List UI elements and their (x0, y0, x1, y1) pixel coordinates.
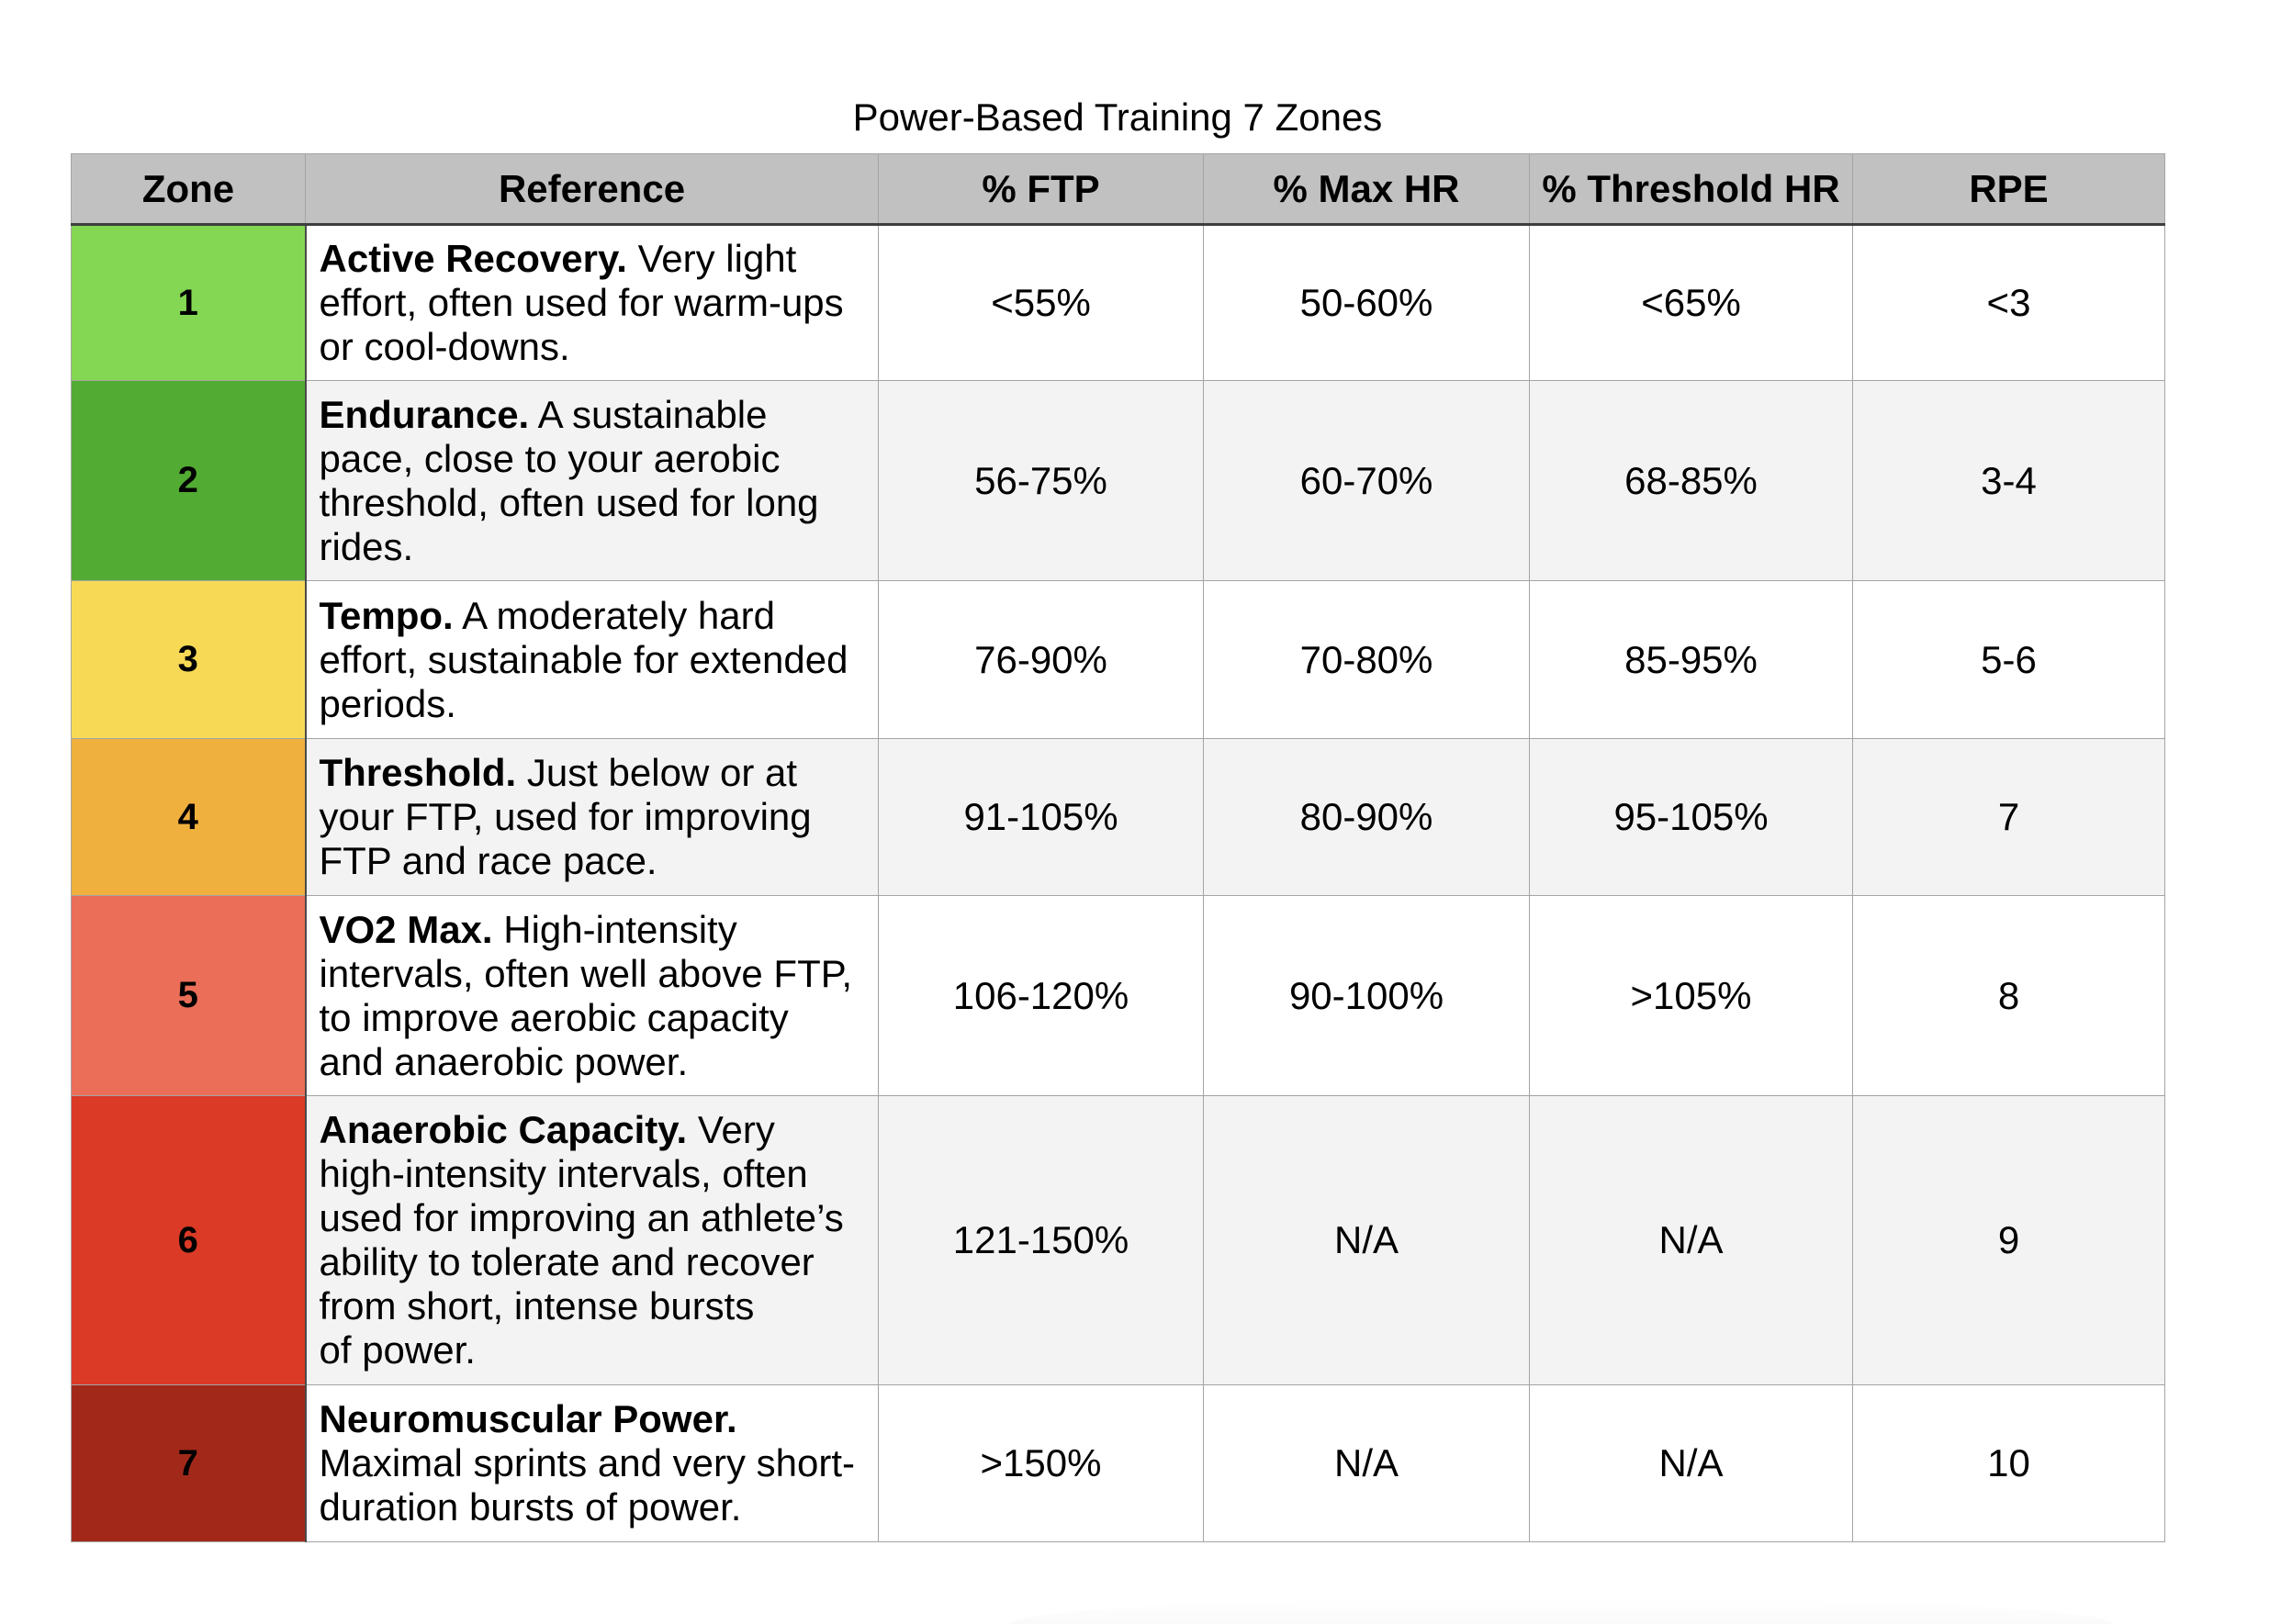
header-reference: Reference (306, 154, 879, 225)
ftp-value: 56-75% (879, 381, 1204, 581)
reference-text: A sustainable (529, 392, 768, 436)
zone-row-3 (72, 581, 2165, 739)
max-hr-value: 90-100% (1204, 896, 1530, 1096)
reference-line: effort, often used for warm-ups (319, 281, 844, 324)
reference-line (320, 393, 873, 437)
threshold-hr-value: >105% (1530, 896, 1853, 1096)
reference-title: Threshold. (319, 751, 517, 794)
ftp-value: 91-105% (879, 739, 1204, 896)
threshold-hr-value: 85-95% (1530, 581, 1853, 739)
rpe-value: 8 (1853, 896, 2165, 1096)
reference-line: and anaerobic power. (319, 1039, 689, 1083)
zone-reference (306, 381, 879, 581)
reference-title: Endurance. (319, 392, 530, 436)
zone-number: 4 (72, 739, 306, 896)
header-threshold-hr: % Threshold HR (1530, 154, 1853, 225)
rpe-value: 3-4 (1853, 381, 2165, 581)
rpe-value: 7 (1853, 739, 2165, 896)
threshold-hr-value: 68-85% (1530, 381, 1853, 581)
zone-number: 6 (72, 1096, 306, 1385)
rpe-value: 5-6 (1853, 581, 2165, 739)
zone-reference (306, 1096, 879, 1385)
ftp-value: >150% (879, 1385, 1204, 1542)
reference-title: VO2 Max. (319, 907, 493, 951)
zone-number: 3 (72, 581, 306, 739)
reference-line (320, 908, 873, 952)
header-zone: Zone (72, 154, 306, 225)
reference-line: FTP and race pace. (319, 839, 657, 882)
page-shadow (1010, 1597, 2112, 1624)
reference-line: Maximal sprints and very short- (319, 1441, 856, 1484)
reference-line: to improve aerobic capacity (319, 995, 789, 1039)
reference-line: or cool-downs. (319, 325, 570, 368)
training-zones-table (71, 153, 2165, 1542)
reference-line (320, 1397, 873, 1441)
max-hr-value: N/A (1204, 1096, 1530, 1385)
max-hr-value: 60-70% (1204, 381, 1530, 581)
reference-line: pace, close to your aerobic (319, 436, 781, 480)
reference-line: duration bursts of power. (319, 1485, 742, 1529)
max-hr-value: 80-90% (1204, 739, 1530, 896)
header-rpe: RPE (1853, 154, 2165, 225)
reference-line (320, 594, 873, 638)
header-row (72, 154, 2165, 225)
zone-reference (306, 581, 879, 739)
zone-row-6 (72, 1096, 2165, 1385)
reference-line: your FTP, used for improving (319, 795, 812, 838)
threshold-hr-value: N/A (1530, 1385, 1853, 1542)
reference-text: Just below or at (516, 751, 797, 794)
reference-line: high-intensity intervals, often (319, 1152, 808, 1195)
zone-reference (306, 896, 879, 1096)
zone-number: 5 (72, 896, 306, 1096)
reference-line: threshold, often used for long (319, 480, 819, 524)
reference-text: A moderately hard (453, 593, 775, 637)
zone-row-1 (72, 225, 2165, 381)
reference-line (320, 1108, 873, 1152)
reference-line (320, 237, 873, 281)
reference-text: Very light (626, 237, 797, 280)
reference-line: periods. (319, 681, 456, 725)
zone-row-2 (72, 381, 2165, 581)
reference-line: intervals, often well above FTP, (319, 951, 853, 995)
reference-title: Tempo. (319, 593, 454, 637)
zone-reference (306, 739, 879, 896)
reference-title: Anaerobic Capacity. (319, 1108, 688, 1151)
reference-line: ability to tolerate and recover (319, 1240, 815, 1283)
zone-row-5 (72, 896, 2165, 1096)
reference-text: Very (687, 1108, 775, 1151)
ftp-value: 106-120% (879, 896, 1204, 1096)
ftp-value: 121-150% (879, 1096, 1204, 1385)
reference-line (320, 751, 873, 795)
reference-line: of power. (319, 1328, 476, 1372)
table-title: Power-Based Training 7 Zones (852, 95, 1383, 139)
zone-reference (306, 1385, 879, 1542)
rpe-value: <3 (1853, 225, 2165, 381)
rpe-value: 9 (1853, 1096, 2165, 1385)
threshold-hr-value: <65% (1530, 225, 1853, 381)
max-hr-value: N/A (1204, 1385, 1530, 1542)
threshold-hr-value: N/A (1530, 1096, 1853, 1385)
reference-title: Active Recovery. (319, 237, 627, 280)
zone-number: 7 (72, 1385, 306, 1542)
reference-line: rides. (319, 524, 414, 568)
max-hr-value: 70-80% (1204, 581, 1530, 739)
max-hr-value: 50-60% (1204, 225, 1530, 381)
threshold-hr-value: 95-105% (1530, 739, 1853, 896)
zone-number: 1 (72, 225, 306, 381)
ftp-value: 76-90% (879, 581, 1204, 739)
zone-row-4 (72, 739, 2165, 896)
reference-line: effort, sustainable for extended (319, 637, 848, 681)
reference-text: High-intensity (492, 907, 737, 951)
header-ftp: % FTP (879, 154, 1204, 225)
zone-row-7 (72, 1385, 2165, 1542)
zone-reference (306, 225, 879, 381)
rpe-value: 10 (1853, 1385, 2165, 1542)
reference-line: from short, intense bursts (319, 1284, 755, 1327)
zone-number: 2 (72, 381, 306, 581)
ftp-value: <55% (879, 225, 1204, 381)
reference-line: used for improving an athlete’s (319, 1196, 844, 1239)
header-max-hr: % Max HR (1204, 154, 1530, 225)
reference-title: Neuromuscular Power. (319, 1397, 737, 1440)
